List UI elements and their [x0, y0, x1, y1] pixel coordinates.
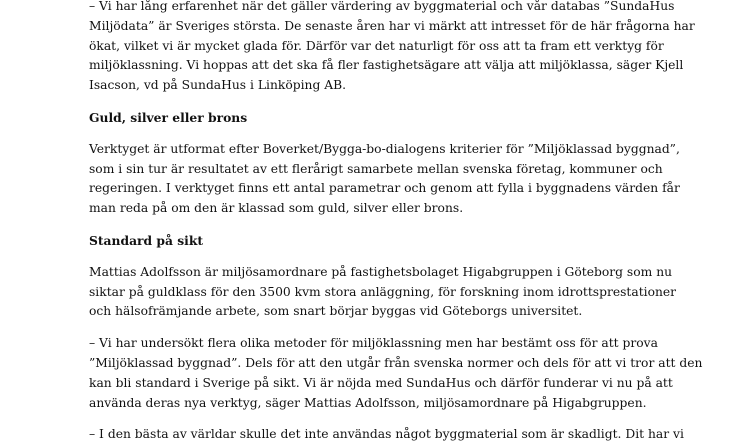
text-line: ökat, vilket vi är mycket glada för. Därför var det naturligt för oss att ta fram ett verktyg för: [89, 38, 664, 53]
heading-text: Standard på sikt: [89, 232, 204, 248]
text-line: siktar på guldklass för den 3500 kvm stora anläggning, för forskning inom idrottsprestationer: [89, 284, 677, 299]
text-line: Miljödata” är Sveriges största. De senaste åren har vi märkt att intresset för de här frågorna har: [89, 18, 695, 33]
text-line: – Vi har undersökt flera olika metoder för miljöklassning men har bestämt oss för att prova: [89, 336, 658, 351]
paragraph-spacer: [89, 322, 669, 334]
paragraph-spacer: [89, 96, 669, 108]
quote-paragraph-mattias: [89, 334, 703, 413]
text-line: kan bli standard i Sverige på sikt. Vi är nöjda med SundaHus och därför funderar vi nu på att: [89, 375, 673, 390]
quote-paragraph-kjell: [89, 0, 695, 96]
paragraph-spacer: [89, 251, 669, 263]
text-line: – Vi har lång erfarenhet när det gäller värdering av byggmaterial och vår databas ”SundaHus: [89, 0, 675, 13]
text-line: regeringen. I verktyget finns ett antal parametrar och genom att fylla i byggnadens värden får: [89, 181, 680, 196]
text-line: ”Miljöklassad byggnad”. Dels för att den utgår från svenska normer och dels för att vi tror att den: [89, 355, 703, 370]
text-line: Isacson, vd på SundaHus i Linköping AB.: [89, 78, 347, 93]
paragraph-spacer: [89, 128, 669, 140]
heading-text: Guld, silver eller brons: [89, 109, 248, 125]
quote-paragraph-basta-av-varldar: [89, 425, 684, 445]
section-heading-standard-pa-sikt: [89, 231, 669, 251]
paragraph-spacer: [89, 219, 669, 231]
document-content: [89, 0, 703, 445]
text-line: som i sin tur är resultatet av ett flerårigt samarbete mellan svenska företag, kommuner och: [89, 161, 663, 176]
paragraph-spacer: [89, 413, 669, 425]
text-line: och hälsofrämjande arbete, som snart börjar byggas vid Göteborgs universitet.: [89, 304, 583, 319]
paragraph-verktyget: [89, 140, 680, 219]
paragraph-mattias: [89, 263, 677, 322]
text-line: använda deras nya verktyg, säger Mattias Adolfsson, miljösamordnare på Higabgruppen.: [89, 395, 647, 410]
section-heading-guld-silver-brons: [89, 108, 669, 128]
text-line: Mattias Adolfsson är miljösamordnare på fastighetsbolaget Higabgruppen i Göteborg som nu: [89, 264, 673, 279]
text-line: miljöklassning. Vi hoppas att det ska få fler fastighetsägare att välja att miljöklassa, säger Kjell: [89, 58, 684, 73]
text-line: Verktyget är utformat efter Boverket/Bygga-bo-dialogens kriterier för ”Miljöklassad byggnad”,: [89, 141, 680, 156]
text-line: man reda på om den är klassad som guld, silver eller brons.: [89, 201, 464, 216]
text-line: – I den bästa av världar skulle det inte användas något byggmaterial som är skadligt. Dit har vi: [89, 427, 684, 442]
